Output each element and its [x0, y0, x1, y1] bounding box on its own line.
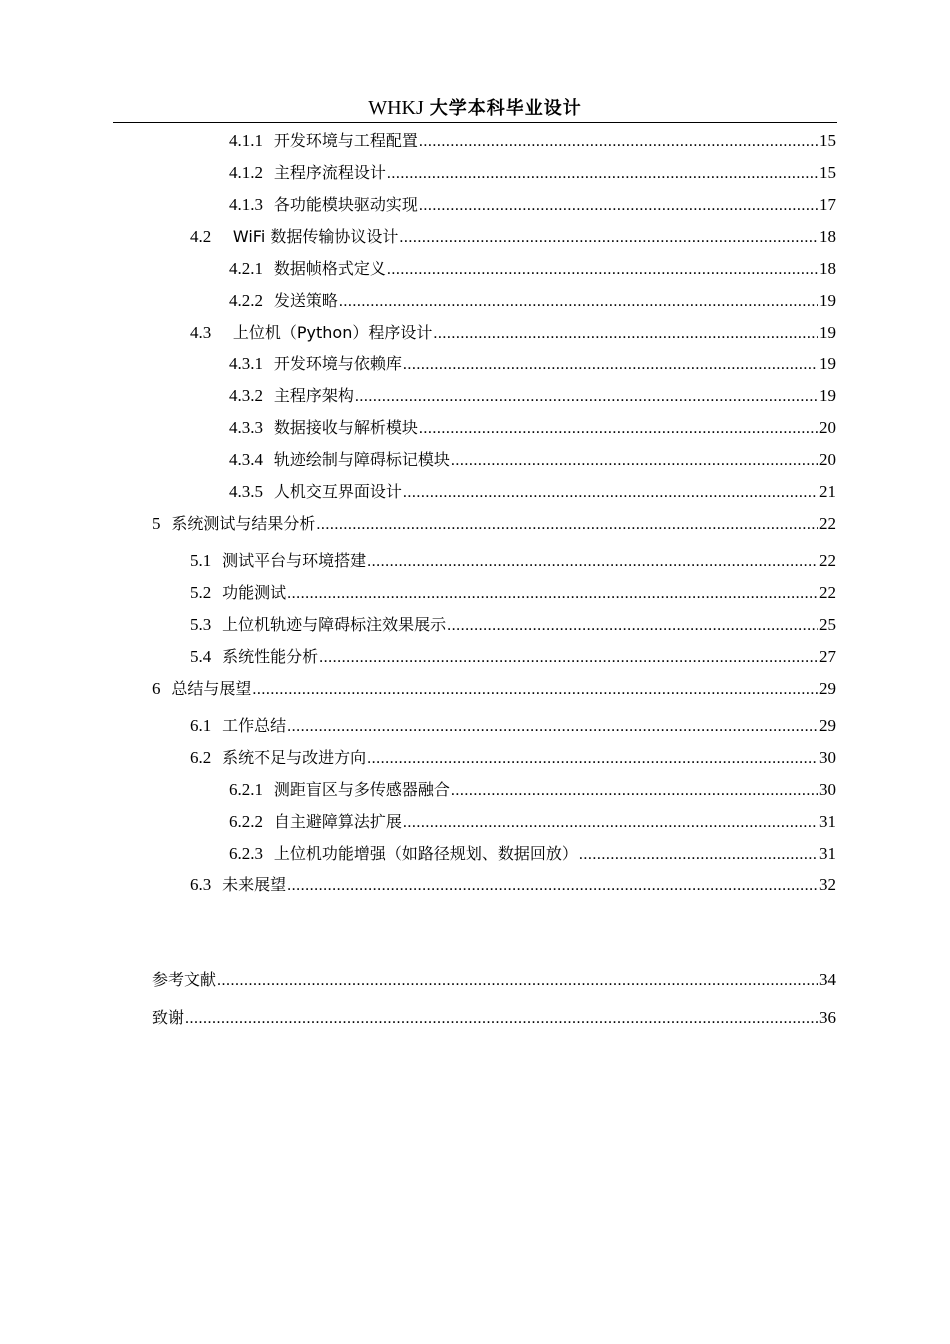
toc-entry-number: 6.1 — [190, 716, 212, 735]
toc-entry-number: 5.1 — [190, 551, 212, 570]
toc-entry-page: 19 — [819, 323, 836, 342]
toc-entry-page: 30 — [819, 748, 836, 767]
toc-entry-5-1[interactable] — [190, 550, 836, 572]
toc-entry-6-2[interactable] — [190, 747, 836, 769]
toc-entry-title: 系统不足与改进方向 — [222, 748, 367, 767]
toc-entry-title: 上位机轨迹与障碍标注效果展示 — [222, 615, 447, 634]
toc-entry-page: 31 — [819, 812, 836, 831]
toc-entry-6-1[interactable] — [190, 715, 836, 737]
toc-entry-number: 6.2 — [190, 748, 212, 767]
toc-entry-number: 4.2 — [190, 227, 212, 246]
toc-entry-page: 25 — [819, 615, 836, 634]
toc-entry-4-3-4[interactable] — [229, 449, 836, 471]
toc-entry-page: 36 — [819, 1008, 836, 1027]
toc-entry-number: 5.2 — [190, 583, 212, 602]
toc-entry-number: 4.3.4 — [229, 450, 263, 469]
toc-entry-references[interactable] — [152, 969, 836, 991]
toc-entry-page: 19 — [819, 291, 836, 310]
toc-entry-5-3[interactable] — [190, 614, 836, 636]
toc-entry-title: 主程序架构 — [273, 386, 354, 405]
toc-entry-number: 5.3 — [190, 615, 212, 634]
toc-entry-number: 4.1.2 — [229, 163, 263, 182]
toc-entry-4-3-2[interactable] — [229, 385, 836, 407]
toc-entry-6-3[interactable] — [190, 874, 836, 896]
header-document-type: 大学本科毕业设计 — [429, 98, 582, 119]
toc-entry-title: 测试平台与环境搭建 — [222, 551, 367, 570]
toc-entry-title: 致谢 — [152, 1008, 185, 1027]
toc-leader-dots — [419, 195, 818, 217]
toc-leader-dots — [367, 748, 818, 770]
toc-entry-page: 34 — [819, 970, 836, 989]
toc-entry-page: 22 — [819, 514, 836, 533]
toc-entry-number: 6.2.2 — [229, 812, 263, 831]
toc-entry-title: 未来展望 — [222, 875, 287, 894]
toc-entry-title: 主程序流程设计 — [273, 163, 386, 182]
toc-entry-5-2[interactable] — [190, 582, 836, 604]
toc-entry-title: 工作总结 — [222, 716, 287, 735]
toc-entry-6-2-1[interactable] — [229, 779, 836, 801]
toc-leader-dots — [451, 780, 818, 802]
toc-entry-page: 20 — [819, 418, 836, 437]
toc-leader-dots — [403, 354, 818, 376]
toc-entry-number: 6.2.3 — [229, 844, 263, 863]
toc-entry-number: 6.2.1 — [229, 780, 263, 799]
toc-entry-page: 21 — [819, 482, 836, 501]
toc-entry-title: 上位机功能增强（如路径规划、数据回放） — [273, 844, 578, 863]
toc-entry-title: 数据帧格式定义 — [273, 259, 386, 278]
toc-entry-title: 测距盲区与多传感器融合 — [273, 780, 450, 799]
toc-entry-4-1-2[interactable] — [229, 162, 836, 184]
toc-entry-page: 17 — [819, 195, 836, 214]
toc-leader-dots — [387, 163, 818, 185]
toc-entry-number: 4.3.2 — [229, 386, 263, 405]
toc-leader-dots — [367, 551, 818, 573]
toc-leader-dots — [217, 970, 818, 992]
toc-entry-6-2-3[interactable] — [229, 843, 836, 865]
toc-entry-number: 5.4 — [190, 647, 212, 666]
toc-entry-title: 系统测试与结果分析 — [171, 514, 316, 533]
toc-entry-page: 18 — [819, 227, 836, 246]
toc-entry-page: 19 — [819, 354, 836, 373]
toc-entry-number: 4.2.2 — [229, 291, 263, 310]
toc-entry-4-1-3[interactable] — [229, 194, 836, 216]
toc-entry-page: 27 — [819, 647, 836, 666]
toc-entry-chapter-6[interactable] — [152, 678, 836, 700]
toc-entry-title: 自主避障算法扩展 — [273, 812, 402, 831]
toc-leader-dots — [419, 131, 818, 153]
toc-entry-4-2-2[interactable] — [229, 290, 836, 312]
toc-entry-number: 5 — [152, 514, 161, 533]
toc-entry-page: 29 — [819, 679, 836, 698]
toc-leader-dots — [387, 259, 818, 281]
toc-entry-page: 31 — [819, 844, 836, 863]
toc-entry-page: 19 — [819, 386, 836, 405]
toc-leader-dots — [185, 1008, 818, 1030]
toc-entry-chapter-5[interactable] — [152, 513, 836, 535]
toc-entry-6-2-2[interactable] — [229, 811, 836, 833]
toc-entry-number: 4.1.1 — [229, 131, 263, 150]
toc-entry-number: 6.3 — [190, 875, 212, 894]
toc-leader-dots — [403, 482, 818, 504]
toc-entry-title: 总结与展望 — [171, 679, 252, 698]
toc-leader-dots — [287, 875, 818, 897]
toc-leader-dots — [451, 450, 818, 472]
toc-entry-number: 4.3.5 — [229, 482, 263, 501]
toc-leader-dots — [355, 386, 818, 408]
toc-entry-page: 22 — [819, 551, 836, 570]
toc-entry-title: WiFi 数据传输协议设计 — [232, 227, 399, 246]
toc-entry-page: 15 — [819, 131, 836, 150]
toc-entry-page: 15 — [819, 163, 836, 182]
toc-entry-page: 30 — [819, 780, 836, 799]
toc-entry-4-3-1[interactable] — [229, 353, 836, 375]
toc-leader-dots — [252, 679, 818, 701]
toc-entry-title: 开发环境与工程配置 — [273, 131, 418, 150]
toc-entry-page: 18 — [819, 259, 836, 278]
header-school-code: WHKJ — [368, 97, 424, 119]
toc-entry-title: 轨迹绘制与障碍标记模块 — [273, 450, 450, 469]
toc-entry-title: 系统性能分析 — [222, 647, 319, 666]
toc-leader-dots — [419, 418, 818, 440]
toc-entry-4-3-5[interactable] — [229, 481, 836, 503]
toc-entry-4-3[interactable] — [190, 322, 836, 344]
toc-leader-dots — [579, 844, 818, 866]
toc-entry-number: 4.3 — [190, 323, 212, 342]
toc-entry-title: 参考文献 — [152, 970, 217, 989]
toc-entry-4-1-1[interactable] — [229, 130, 836, 152]
toc-entry-page: 20 — [819, 450, 836, 469]
toc-entry-page: 29 — [819, 716, 836, 735]
toc-entry-title: 数据接收与解析模块 — [273, 418, 418, 437]
toc-leader-dots — [319, 647, 818, 669]
toc-leader-dots — [287, 583, 818, 605]
toc-entry-4-2-1[interactable] — [229, 258, 836, 280]
toc-entry-title: 各功能模块驱动实现 — [273, 195, 418, 214]
toc-entry-number: 4.3.3 — [229, 418, 263, 437]
toc-entry-number: 4.3.1 — [229, 354, 263, 373]
toc-entry-title: 开发环境与依赖库 — [273, 354, 402, 373]
toc-entry-number: 4.1.3 — [229, 195, 263, 214]
toc-leader-dots — [339, 291, 818, 313]
toc-entry-title: 人机交互界面设计 — [273, 482, 402, 501]
toc-leader-dots — [399, 227, 818, 249]
toc-entry-number: 6 — [152, 679, 161, 698]
toc-leader-dots — [403, 812, 818, 834]
toc-leader-dots — [433, 323, 818, 345]
toc-leader-dots — [287, 716, 818, 738]
toc-entry-4-2[interactable] — [190, 226, 836, 248]
toc-entry-title: 发送策略 — [273, 291, 338, 310]
toc-entry-acknowledgements[interactable] — [152, 1007, 836, 1029]
toc-entry-4-3-3[interactable] — [229, 417, 836, 439]
toc-entry-page: 32 — [819, 875, 836, 894]
toc-entry-number: 4.2.1 — [229, 259, 263, 278]
toc-leader-dots — [447, 615, 818, 637]
toc-entry-5-4[interactable] — [190, 646, 836, 668]
toc-entry-title: 上位机（Python）程序设计 — [232, 323, 433, 342]
toc-entry-page: 22 — [819, 583, 836, 602]
toc-leader-dots — [316, 514, 818, 536]
toc-entry-title: 功能测试 — [222, 583, 287, 602]
